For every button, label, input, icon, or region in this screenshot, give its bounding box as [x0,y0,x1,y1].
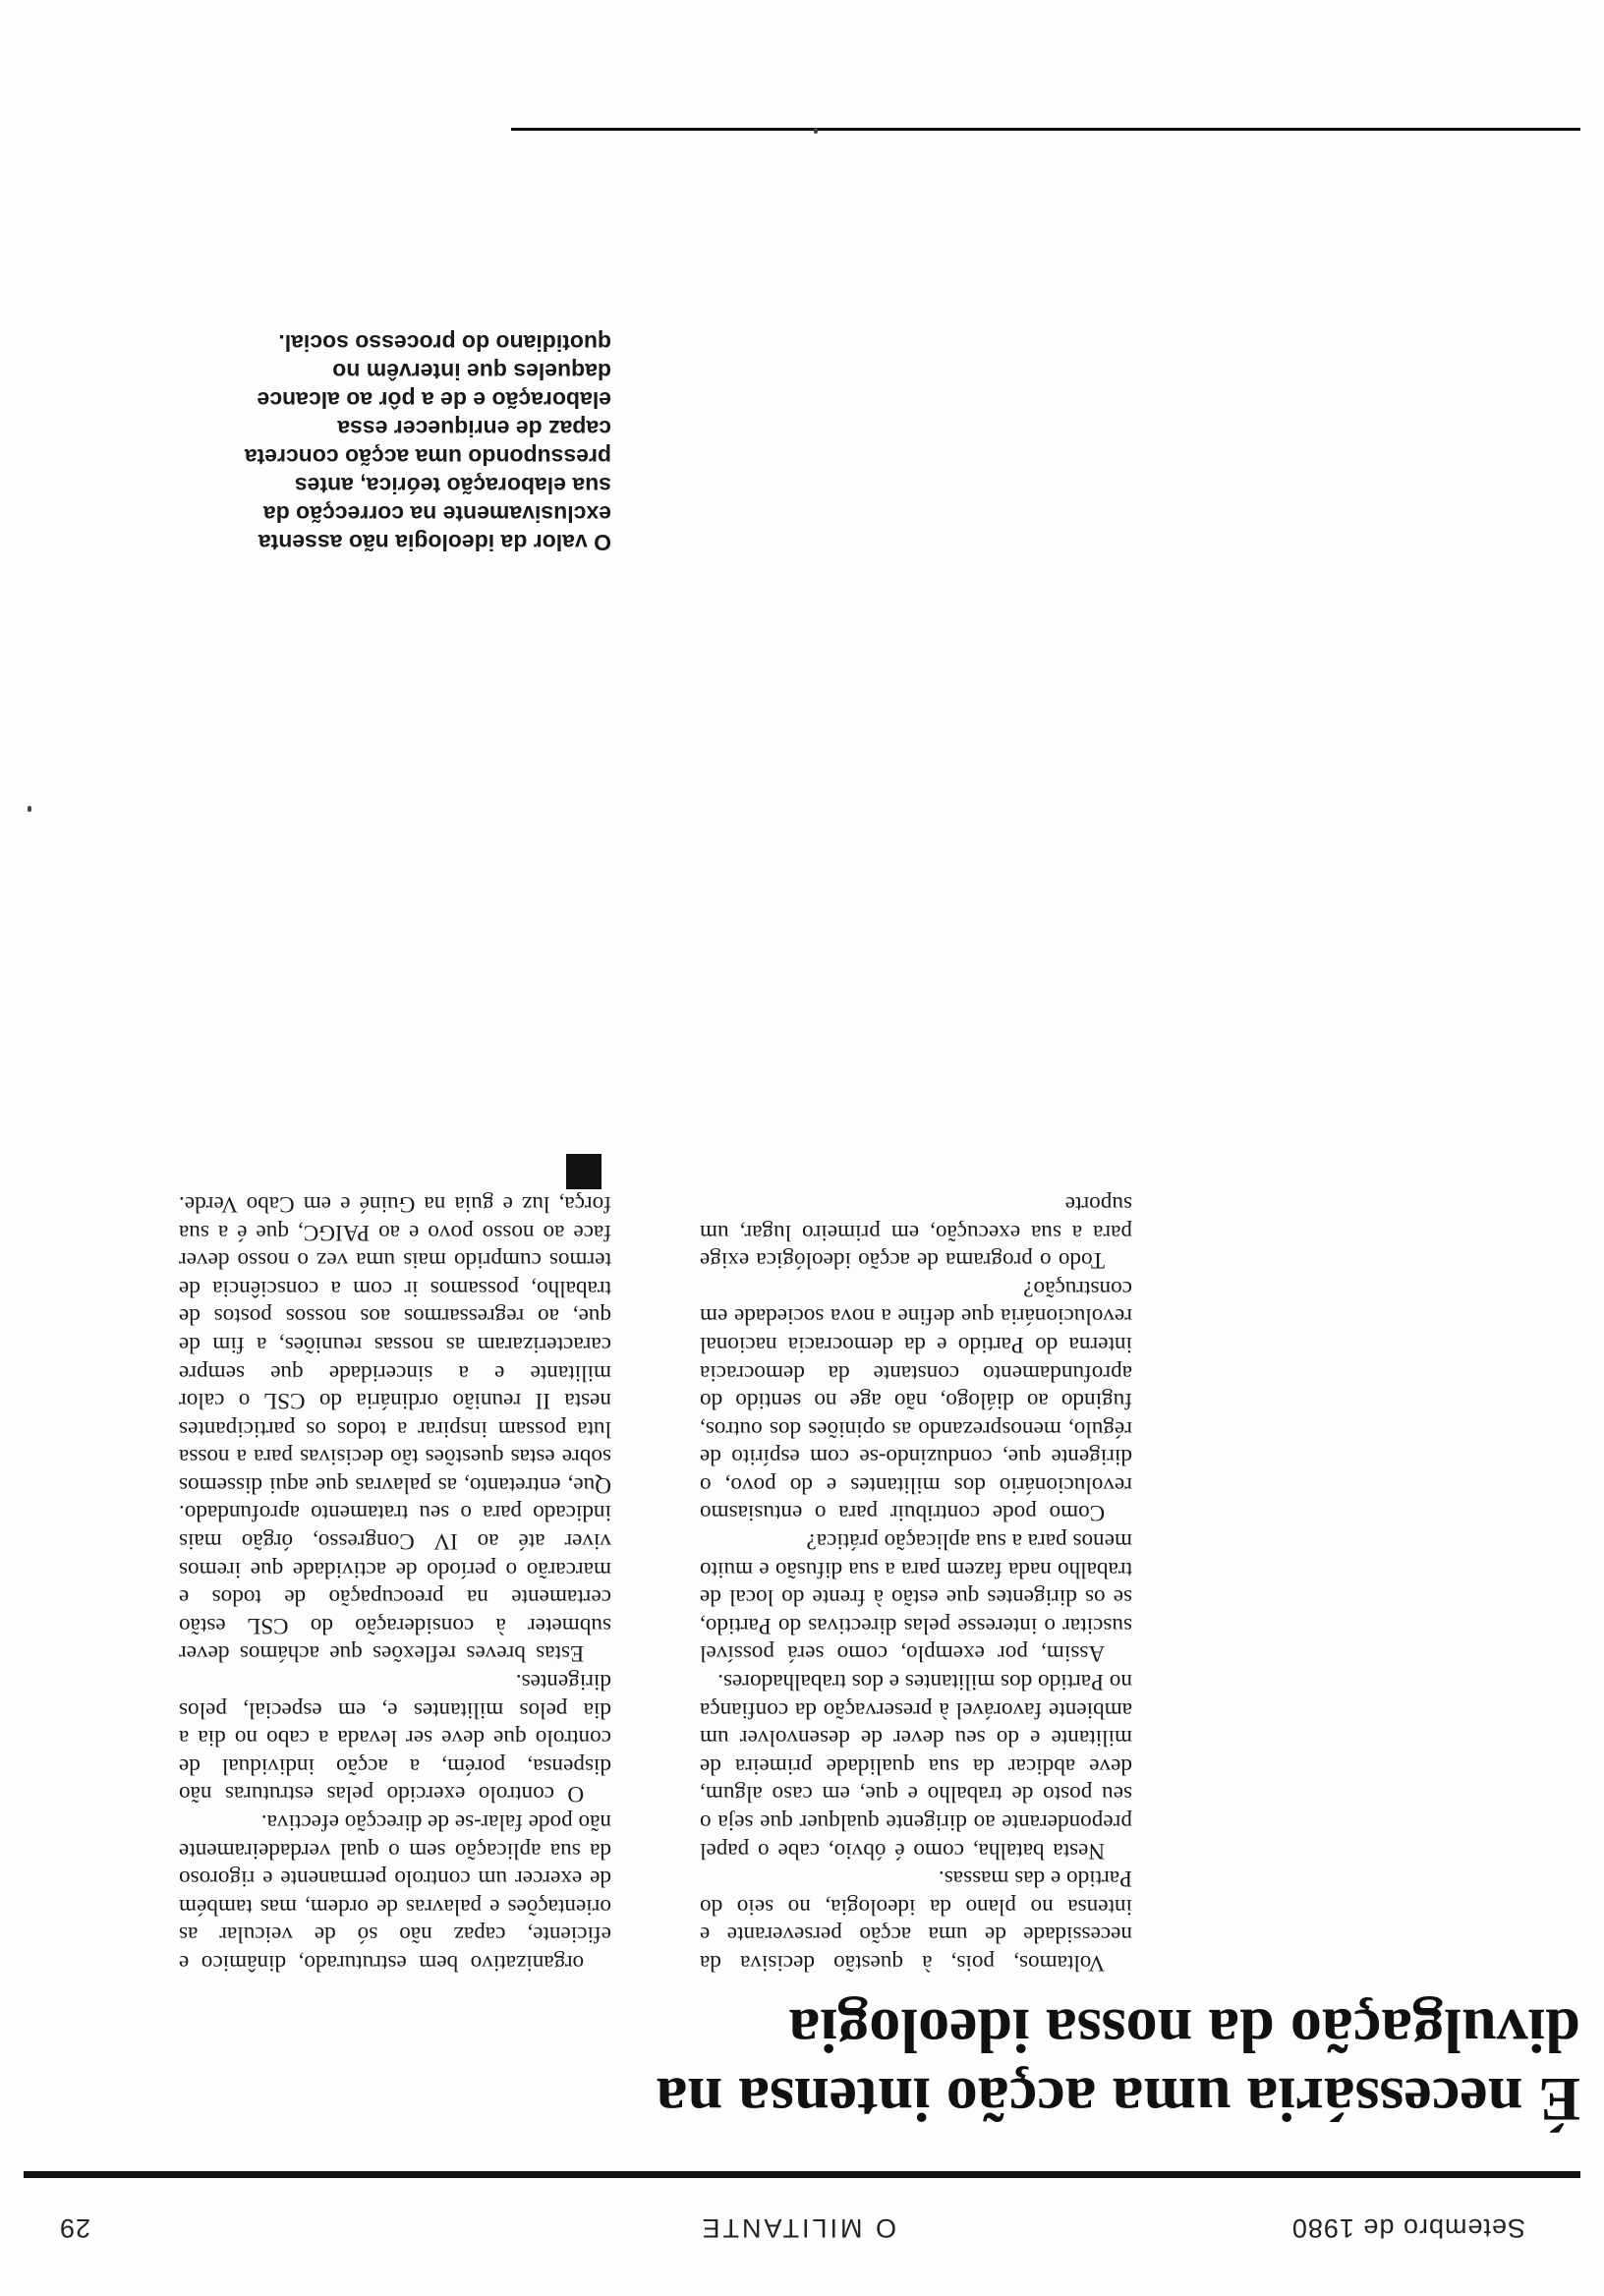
page-header [39,2198,1565,2257]
paragraph-text: Estas breves reflexões que achámos dever submeter à consideração do CSL estão certamente na preocupação de todos e marcarão o período de actividade que iremos viver até ao IV Congresso, órgão mais indicado para o seu tratamento aprofundado. Que, entretanto, as palavras que aqui dissemos sobre estas questões tão decisivas para a nossa luta possam inspirar a todos os participantes nesta II reunião ordinária do CSL o calor militante e a sinceridade que sempre caracterizaram as nossas reuniões, a fim de que, ao regressarmos aos nossos postos de trabalho, possamos ir com a consciência de termos cumprido mais uma vez o nosso dever face ao nosso povo e ao PAIGC, que é a sua força, luz e guia na Guiné e em Cabo Verde. [179,1190,611,1667]
scan-speck [28,806,31,812]
issue-date: Setembro de 1980 [1290,2213,1525,2243]
paragraph: O controlo exercido pelas estruturas não dispensa, porém, a acção individual de controlo que deve ser levada a cabo no dia a dia pelos militantes e, em especial, pelos dirigentes. [179,1669,611,1808]
paragraph [179,1154,611,1667]
article-column-2 [179,1154,611,1977]
article-title: É necessária uma acção intensa na divulgação da nossa ideologia [656,1996,1580,2135]
paragraph: Nesta batalha, como é óbvio, cabe o papel preponderante ao dirigente qualquer que seja o seu posto de trabalho e que, em caso algum, deve abdicar da sua qualidade primeira de militante e do seu dever de desenvolver um ambiente favorável à preservação da confiança no Partido dos militantes e dos trabalhadores. [700,1669,1132,1864]
pull-quote: O valor da ideologia não assenta exclusivamente na correcção da sua elaboração teórica, antes pressupondo uma acção concreta capaz de enriquecer essa elaboração e de a pôr ao alcance daqueles que intervêm no quotidiano do processo social. [244,330,611,555]
scan-speck [814,128,818,134]
paragraph: organizativo bem estruturado, dinâmico e eficiente, capaz não só de veicular as orientações e palavras de ordem, mas também de exercer um controlo permanente e rigoroso da sua aplicação sem o qual verdadeiramente não pode falar-se de direcção efectiva. [179,1809,611,1976]
header-rule [24,2171,1580,2178]
paragraph: Todo o programa de acção ideológica exige para a sua execução, em primeiro lugar, um suporte [700,1190,1132,1274]
paragraph: Voltamos, pois, à questão decisiva da necessidade de uma acção perseverante e intensa no plano da ideologia, no seio do Partido e das massas. [700,1866,1132,1976]
pull-quote-box [238,328,611,556]
article-column-1 [700,1189,1132,1977]
paragraph: Assim, por exemplo, como será possível suscitar o interesse pelas directivas do Partido, se os dirigentes que estão à frente do local de trabalho nada fazem para a sua difusão e muito menos para a sua aplicação prática? [700,1528,1132,1667]
end-of-article-mark [566,1154,602,1189]
page-number: 29 [59,2213,91,2243]
paragraph: Como pode contribuir para o entusiasmo revolucionário dos militantes e do povo, o dirigente que, conduzindo-se com espírito de régulo, menosprezando as opiniões dos outros, fugindo ao diálogo, não age no sentido do aprofundamento constante da democracia interna do Partido e da democracia nacional revolucionária que define a nova sociedade em construção? [700,1275,1132,1526]
publication-name: O MILITANTE [699,2213,896,2243]
footer-rule [511,128,1580,131]
